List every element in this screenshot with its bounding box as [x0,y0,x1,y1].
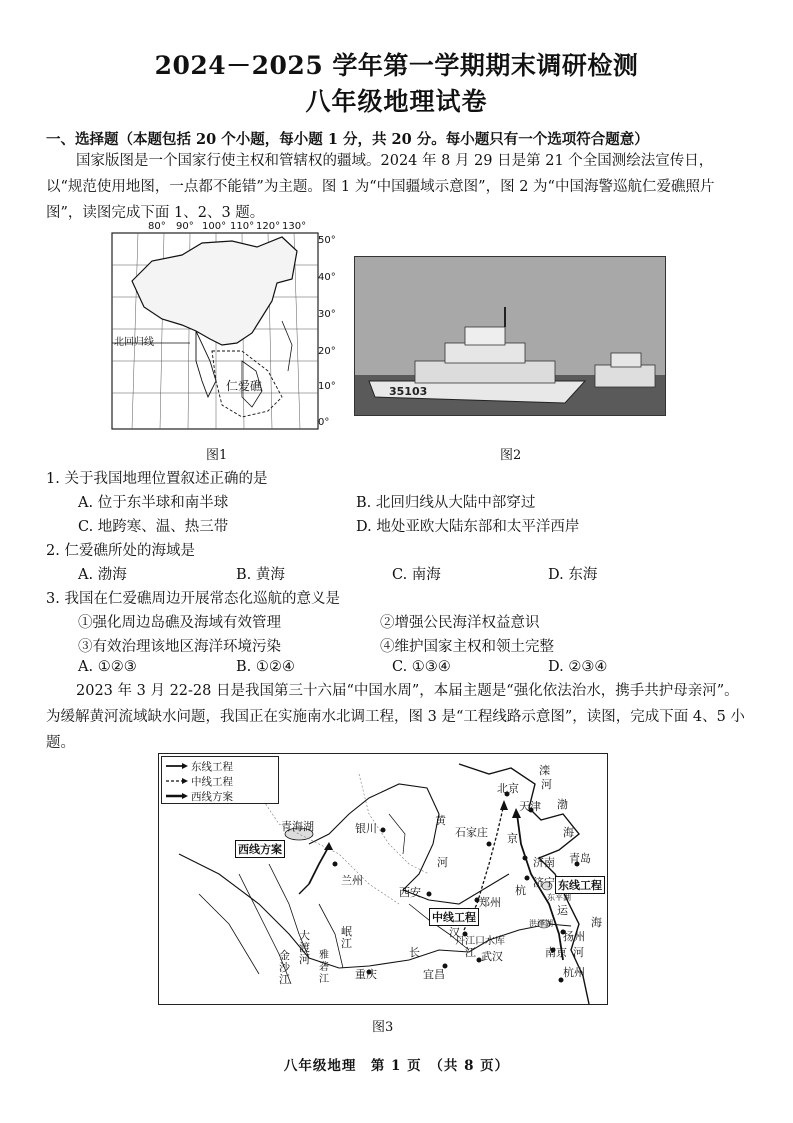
question-1-stem: 1. 关于我国地理位置叙述正确的是 [46,471,268,487]
lon-label: 100° [202,221,227,232]
label-huang-he: 河 [437,856,448,869]
question-1-option-d[interactable]: D. 地处亚欧大陆东部和太平洋西岸 [356,519,580,535]
question-1-option-b[interactable]: B. 北回归线从大陆中部穿过 [356,495,536,511]
section-heading: 一、选择题（本题包括 20 个小题，每小题 1 分，共 20 分。每小题只有一个选项符合题意） [46,131,649,148]
question-3-option-d[interactable]: D. ②③④ [548,659,608,675]
figure-1-map [92,221,338,433]
intro-paragraph-1: 国家版图是一个国家行使主权和管辖权的疆域。2024 年 8 月 29 日是第 21 个全国测绘法宣传日，以“规范使用地图，一点都不能错”为主题。图 1 为“中国疆域示意图”，图 2 为“中国海警巡航仁爱礁照片图”，读图完成下面 1、2、3 题。 [46,153,715,221]
label-chang: 长 [409,946,420,959]
label-dadu-river: 大渡河 [299,929,310,966]
lat-label: 50° [318,235,336,246]
figure-3-route-map [158,753,608,1005]
exam-subtitle: 八年级地理试卷 [305,87,488,116]
figure-2-photo [354,256,666,416]
west-route-line-icon [166,792,188,800]
legend-west [166,789,233,803]
lon-label: 130° [282,221,307,232]
label-east-route: 东线工程 [555,876,605,894]
figure-3-caption: 图3 [372,1020,394,1035]
question-3-item-1: ①强化周边岛礁及海域有效管理 [78,615,281,631]
label-middle-route: 中线工程 [429,908,479,926]
label-zhengzhou: 郑州 [479,896,501,909]
tropic-label: 北回归线 [114,337,154,348]
question-3-stem: 3. 我国在仁爱礁周边开展常态化巡航的意义是 [46,591,340,607]
question-3-option-a[interactable]: A. ①②③ [78,659,137,675]
lat-label: 30° [318,309,336,320]
label-yinchuan: 银川 [355,822,377,835]
label-xian: 西安 [399,886,421,899]
label-bo-hai: 海 [563,826,574,839]
lat-label: 20° [318,346,336,357]
figure-1-caption: 图1 [206,448,228,463]
label-danjiangkou: 丹江口水库 [455,936,505,947]
lat-label: 10° [318,381,336,392]
question-2-option-d[interactable]: D. 东海 [548,567,598,583]
legend-middle-label: 中线工程 [191,775,233,788]
legend-west-label: 西线方案 [191,790,233,803]
reef-label: 仁爱礁 [226,379,263,393]
label-jiang: 江 [465,946,476,959]
lon-label: 80° [148,221,166,232]
label-bo: 渤 [557,798,568,811]
label-luan-he: 河 [541,778,552,791]
figure-2-caption: 图2 [500,448,522,463]
question-3-item-2: ②增强公民海洋权益意识 [380,615,540,631]
label-nanjing: 南京 [545,946,567,959]
label-chongqing: 重庆 [355,968,377,981]
label-qinghaihu: 青海湖 [281,820,314,833]
label-hangzhou: 杭州 [563,966,585,979]
lon-label: 120° [256,221,281,232]
label-hongzehu: 洪泽湖 [529,919,553,928]
middle-route-line-icon [166,777,188,785]
label-dongpinghu: 东平湖 [547,893,571,902]
label-jinsha-river: 金沙江 [279,949,290,986]
label-beijing: 北京 [497,782,519,795]
label-hang: 杭 [515,884,526,897]
label-west-route: 西线方案 [235,840,285,858]
question-2-option-a[interactable]: A. 渤海 [78,567,127,583]
legend-east [166,759,233,773]
question-3-option-b[interactable]: B. ①②④ [236,659,295,675]
label-tianjin: 天津 [519,800,541,813]
label-jinan: 济南 [533,856,555,869]
question-3-item-4: ④维护国家主权和领土完整 [380,639,554,655]
label-shijiazhuang: 石家庄 [455,826,488,839]
label-jining: 济宁 [533,876,555,889]
lon-label: 110° [230,221,255,232]
lon-label: 90° [176,221,194,232]
question-2-option-b[interactable]: B. 黄海 [236,567,285,583]
question-1-option-c[interactable]: C. 地跨寒、温、热三带 [78,519,229,535]
page-footer: 八年级地理 第 1 页 （共 8 页） [283,1058,510,1074]
map-legend [161,756,279,804]
label-min-river: 岷江 [341,925,352,950]
label-jing: 京 [507,832,518,845]
ship-number: 35103 [389,385,428,398]
label-yichang: 宜昌 [423,968,445,981]
label-yalong-river: 雅砻江 [319,950,329,985]
label-han: 汉 [449,926,460,939]
legend-middle [166,774,233,788]
label-huang: 黄 [435,814,446,827]
label-yun: 运 [557,904,568,917]
label-qingdao: 青岛 [569,852,591,865]
label-east-sea: 海 [591,916,602,929]
label-yangzhou: 扬州 [563,930,585,943]
east-route-line-icon [166,762,188,770]
label-luan: 滦 [539,764,550,777]
china-territory-map [92,221,338,433]
label-lanzhou: 兰州 [341,874,363,887]
exam-title: 2024－2025 学年第一学期期末调研检测 [154,51,639,80]
lat-label: 40° [318,272,336,283]
label-yun-he: 河 [573,946,584,959]
legend-east-label: 东线工程 [191,760,233,773]
intro-paragraph-2: 2023 年 3 月 22-28 日是我国第三十六届“中国水周”，本届主题是“强化依法治水，携手共护母亲河”。为缓解黄河流域缺水问题，我国正在实施南水北调工程，图 3 是“工程线路示意图”，读图，完成下面 4、5 小题。 [46,683,745,751]
label-wuhan: 武汉 [481,950,503,963]
question-1-option-a[interactable]: A. 位于东半球和南半球 [78,495,229,511]
question-3-item-3: ③有效治理该地区海洋环境污染 [78,639,281,655]
lat-label: 0° [318,417,330,428]
question-2-stem: 2. 仁爱礁所处的海域是 [46,543,195,559]
question-3-option-c[interactable]: C. ①③④ [392,659,451,675]
question-2-option-c[interactable]: C. 南海 [392,567,441,583]
